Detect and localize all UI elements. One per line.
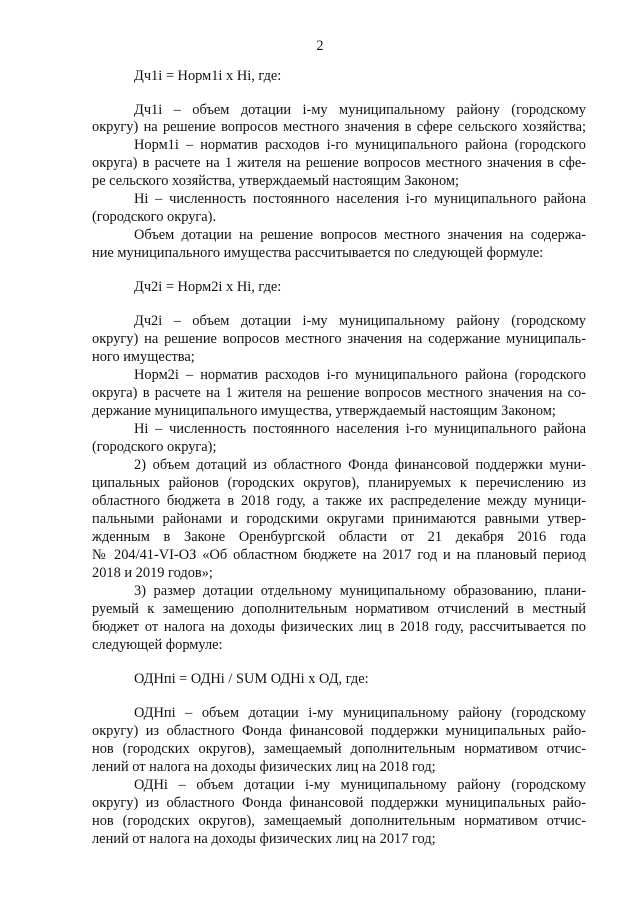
text-line: округу) из областного Фонда финансовой поддержки муниципальных райо- (92, 795, 586, 811)
text-line: Норм2i – норматив расходов i-го муниципального района (городского (134, 367, 586, 383)
text-line: округа) в расчете на 1 жителя на решение вопросов местного значения в сфе- (92, 155, 586, 171)
formula-line: ОДНпi = ОДНi / SUM ОДНi х ОД, где: (134, 671, 369, 687)
text-line: Норм1i – норматив расходов i-го муниципального района (городского (134, 137, 586, 153)
text-line: № 204/41-VI-ОЗ «Об областном бюджете на 2017 год и на плановый период (92, 547, 586, 563)
page-number: 2 (316, 38, 324, 54)
text-line: ного имущества; (92, 349, 195, 365)
text-line: областного бюджета в 2018 году, а также их распределение между муници- (92, 493, 586, 509)
text-line: держание муниципального имущества, утверждаемый настоящим Законом; (92, 403, 556, 419)
text-line: следующей формуле: (92, 637, 223, 653)
text-line: Дч2i – объем дотации i-му муниципальному району (городскому (134, 313, 586, 329)
text-line: лений от налога на доходы физических лиц на 2017 год; (92, 831, 436, 847)
text-line: лений от налога на доходы физических лиц на 2018 год; (92, 759, 436, 775)
text-line: (городского округа). (92, 209, 217, 225)
text-line: (городского округа); (92, 439, 217, 455)
text-line: Нi – численность постоянного населения i-го муниципального района (134, 421, 586, 437)
text-line: руемый к замещению дополнительным нормативом отчислений в местный (92, 601, 586, 617)
text-line: жденным в Законе Оренбургской области от 21 декабря 2016 года (92, 529, 586, 545)
text-line: ние муниципального имущества рассчитывается по следующей формуле: (92, 245, 544, 261)
formula-line: Дч1i = Норм1i х Нi, где: (134, 68, 282, 84)
text-line: ОДНпi – объем дотации i-му муниципальному району (городскому (134, 705, 586, 721)
text-line: ОДНi – объем дотации i-му муниципальному району (городскому (134, 777, 586, 793)
text-line: округа) в расчете на 1 жителя на решение вопросов местного значения на со- (92, 385, 586, 401)
text-line: бюджет от налога на доходы физических лиц в 2018 году, рассчитывается по (92, 619, 586, 635)
text-line: 3) размер дотации отдельному муниципальному образованию, плани- (134, 583, 586, 599)
text-line: пальными районами и городскими округами принимаются равными утвер- (92, 511, 586, 527)
text-line: нов (городских округов), замещаемый дополнительным нормативом отчис- (92, 741, 586, 757)
formula-line: Дч2i = Норм2i х Нi, где: (134, 279, 282, 295)
text-line: округу) на решение вопросов местного значения на содержание муниципаль- (92, 331, 586, 347)
text-line: ре сельского хозяйства, утверждаемый настоящим Законом; (92, 173, 460, 189)
text-line: 2) объем дотаций из областного Фонда финансовой поддержки муни- (134, 457, 586, 473)
text-line: нов (городских округов), замещаемый дополнительным нормативом отчис- (92, 813, 586, 829)
text-line: округу) из областного Фонда финансовой поддержки муниципальных райо- (92, 723, 586, 739)
text-line: ципальных районов (городских округов), планируемых к перечислению из (92, 475, 586, 491)
text-line: Дч1i – объем дотации i-му муниципальному району (городскому (134, 102, 586, 118)
text-line: округу) на решение вопросов местного значения в сфере сельского хозяйства; (92, 119, 586, 135)
text-line: Нi – численность постоянного населения i-го муниципального района (134, 191, 586, 207)
text-line: 2018 и 2019 годов»; (92, 565, 213, 581)
text-line: Объем дотации на решение вопросов местного значения на содержа- (134, 227, 586, 243)
